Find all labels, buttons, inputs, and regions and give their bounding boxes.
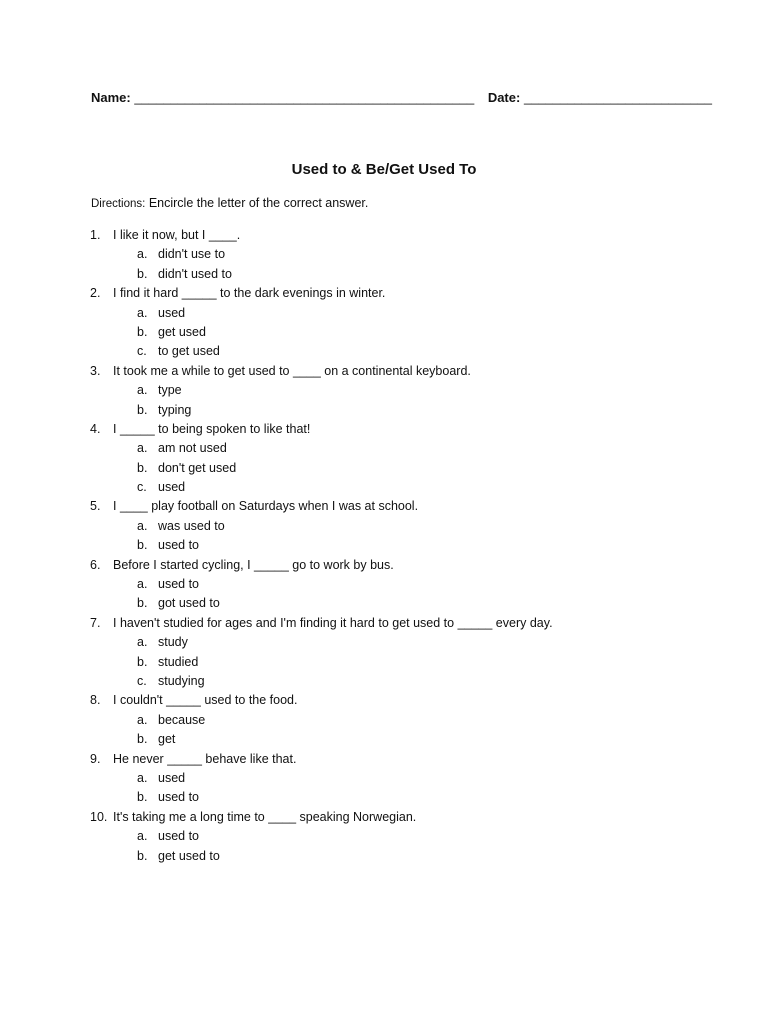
answer-option[interactable] [0,788,768,807]
option-text: used [158,305,186,320]
option-text: to get used [158,344,220,359]
option-letter[interactable]: a. [137,441,148,456]
answer-option[interactable] [0,672,768,691]
option-letter[interactable]: a. [137,518,148,533]
option-text: get used [158,324,206,339]
answer-option[interactable] [0,711,768,730]
answer-option[interactable] [0,245,768,264]
answer-option[interactable] [0,342,768,361]
option-letter[interactable]: a. [137,305,148,320]
option-text: didn't used to [158,266,232,281]
option-text: used to [158,538,200,553]
option-letter[interactable]: b. [137,596,148,611]
answer-option[interactable] [0,401,768,420]
option-letter[interactable]: a. [137,577,148,592]
option-letter[interactable]: b. [137,324,148,339]
question-text: I ____ play football on Saturdays when I was at school. [113,499,419,514]
question-text: I like it now, but I ____. [113,228,241,242]
option-letter[interactable]: b. [137,460,148,475]
question-number: 1. [90,228,101,242]
option-text: get used to [158,848,220,863]
directions [91,195,368,213]
option-letter[interactable]: a. [137,829,148,844]
question-item [0,614,768,633]
option-letter[interactable]: a. [137,770,148,785]
option-letter[interactable]: b. [137,402,148,417]
question-item [0,556,768,575]
option-text: used to [158,577,200,592]
question-item [0,226,768,245]
answer-option[interactable] [0,478,768,497]
question-text: It's taking me a long time to ____ speaking Norwegian. [113,809,417,824]
option-text: used [158,770,186,785]
question-text: It took me a while to get used to ____ on a continental keyboard. [113,363,471,378]
question-number: 8. [90,693,101,708]
option-letter[interactable]: a. [137,635,148,650]
option-letter[interactable]: b. [137,266,148,281]
option-text: got used to [158,596,220,611]
option-letter[interactable]: b. [137,538,148,553]
answer-option[interactable] [0,439,768,458]
question-list [0,226,768,866]
question-number: 4. [90,421,101,436]
name-date-line [91,89,712,107]
question-text: I couldn't _____ used to the food. [113,693,298,708]
question-text: I find it hard _____ to the dark evenings in winter. [113,286,386,301]
question-number: 6. [90,557,101,572]
option-letter[interactable]: c. [137,344,147,359]
question-number: 5. [90,499,101,514]
option-letter[interactable]: a. [137,712,148,727]
question-text: Before I started cycling, I _____ go to work by bus. [113,557,394,572]
option-letter[interactable]: c. [137,673,147,688]
option-letter[interactable]: b. [137,654,148,669]
option-text: because [158,712,206,727]
answer-option[interactable] [0,536,768,555]
option-text: studied [158,654,199,669]
worksheet-title: Used to & Be/Get Used To [291,161,477,178]
directions-text: Encircle the letter of the correct answer. [148,196,369,210]
option-text: used to [158,829,200,844]
question-number: 3. [90,363,101,378]
option-letter[interactable]: a. [137,247,148,262]
answer-option[interactable] [0,304,768,323]
option-letter[interactable]: b. [137,732,148,747]
option-text: typing [158,402,192,417]
question-text: He never _____ behave like that. [113,751,297,766]
option-letter[interactable]: b. [137,790,148,805]
option-text: didn't use to [158,247,226,262]
option-letter[interactable]: a. [137,383,148,398]
answer-option[interactable] [0,594,768,613]
option-text: don't get used [158,460,237,475]
option-text: used [158,480,186,495]
answer-option[interactable] [0,827,768,846]
date-label: Date: [487,90,521,105]
option-text: studying [158,673,205,688]
question-item [0,497,768,516]
answer-option[interactable] [0,459,768,478]
option-text: was used to [158,518,225,533]
answer-option[interactable] [0,323,768,342]
date-blank: __________________________ [523,90,712,105]
option-letter[interactable]: c. [137,480,147,495]
answer-option[interactable] [0,381,768,400]
question-item [0,808,768,827]
question-number: 10. [90,809,108,824]
question-item [0,362,768,381]
question-number: 2. [90,286,101,301]
option-text: study [158,635,188,650]
question-number: 7. [90,615,101,630]
answer-option[interactable] [0,730,768,749]
question-text: I haven't studied for ages and I'm finding it hard to get used to _____ every day. [113,615,553,630]
name-blank: _______________________________________________ [134,90,475,105]
option-text: am not used [158,441,227,456]
directions-label: Directions: [91,198,146,210]
answer-option[interactable] [0,265,768,284]
option-text: type [158,383,182,398]
question-item [0,750,768,769]
option-text: used to [158,790,200,805]
question-text: I _____ to being spoken to like that! [113,421,311,436]
question-item [0,420,768,439]
answer-option[interactable] [0,517,768,536]
answer-option[interactable] [0,769,768,788]
answer-option[interactable] [0,633,768,652]
answer-option[interactable] [0,847,768,866]
question-item [0,691,768,710]
option-letter[interactable]: b. [137,848,148,863]
answer-option[interactable] [0,653,768,672]
option-text: get [158,732,176,747]
question-item [0,284,768,303]
name-label: Name: [91,90,131,105]
answer-option[interactable] [0,575,768,594]
question-number: 9. [90,751,101,766]
